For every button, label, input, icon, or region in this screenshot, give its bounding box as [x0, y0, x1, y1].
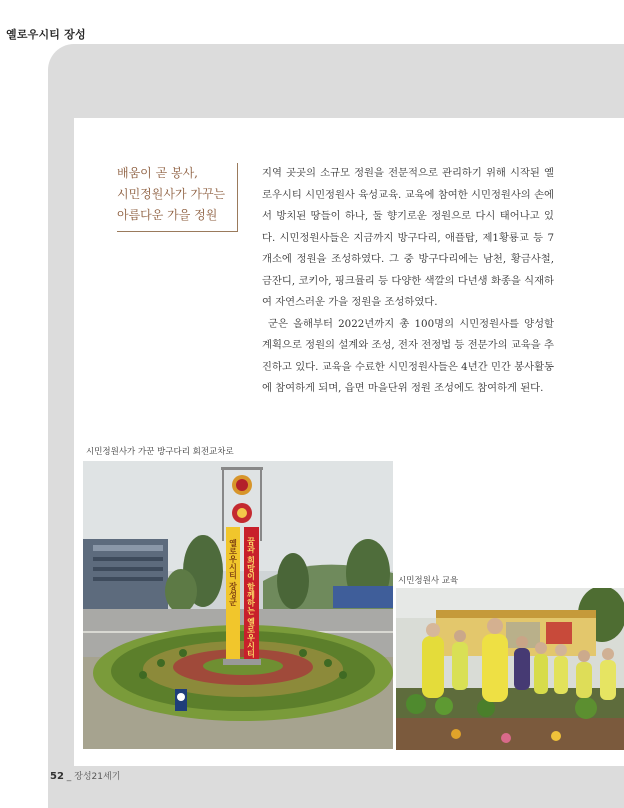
education-photo — [396, 588, 624, 750]
article-paragraph: 지역 곳곳의 소규모 정원을 전문적으로 관리하기 위해 시작된 옐로우시티 시민정원사 육성교육. 교육에 참여한 시민정원사의 손에서 방치된 땅들이 하나, 둘 향기로운 정원으로 다시 태어나고 있다. 시민정원사들은 지금까지 방구다리, 애플탑, 제1황룡교 등 7개소에 정원을 조성하였다. 그 중 방구다리에는 남천, 황금사철, 금잔디, 코키아, 핑크뮬리 등 다양한 색깔의 다년생 화종을 식재하여 자연스러운 가을 정원을 조성하였다. — [262, 167, 554, 308]
pull-quote-line: 배움이 곧 봉사, — [117, 166, 198, 180]
roundabout-photo — [83, 461, 393, 749]
tower-right-text: 꿈과 희망이 함께하는 옐로우시티 — [246, 537, 256, 658]
pull-quote — [117, 163, 238, 232]
publication-name: 장성21세기 — [74, 772, 121, 782]
photo-caption-education: 시민정원사 교육 — [398, 576, 459, 586]
photo-caption-roundabout: 시민정원사가 가꾼 방구다리 회전교차로 — [86, 447, 234, 457]
section-header: 옐로우시티 장성 — [6, 28, 86, 41]
pull-quote-line: 아름다운 가을 정원 — [117, 208, 218, 222]
article-paragraph: 군은 올해부터 2022년까지 총 100명의 시민정원사를 양성할 계획으로 정원의 설계와 조성, 전자 전정법 등 전문가의 교육을 추진하고 있다. 교육을 수료한 시민정원사들은 4년간 민간 봉사활동에 참여하게 되며, 읍면 마을단위 정원 조성에도 참여하게 된다. — [262, 317, 554, 394]
tower-left-text: 옐로우시티 장성군 — [228, 539, 238, 606]
pull-quote-line: 시민정원사가 가꾸는 — [117, 187, 226, 201]
page-number: 52 — [50, 771, 64, 782]
page-footer — [50, 769, 120, 782]
footer-separator: _ — [66, 772, 72, 782]
article-body — [262, 163, 554, 400]
